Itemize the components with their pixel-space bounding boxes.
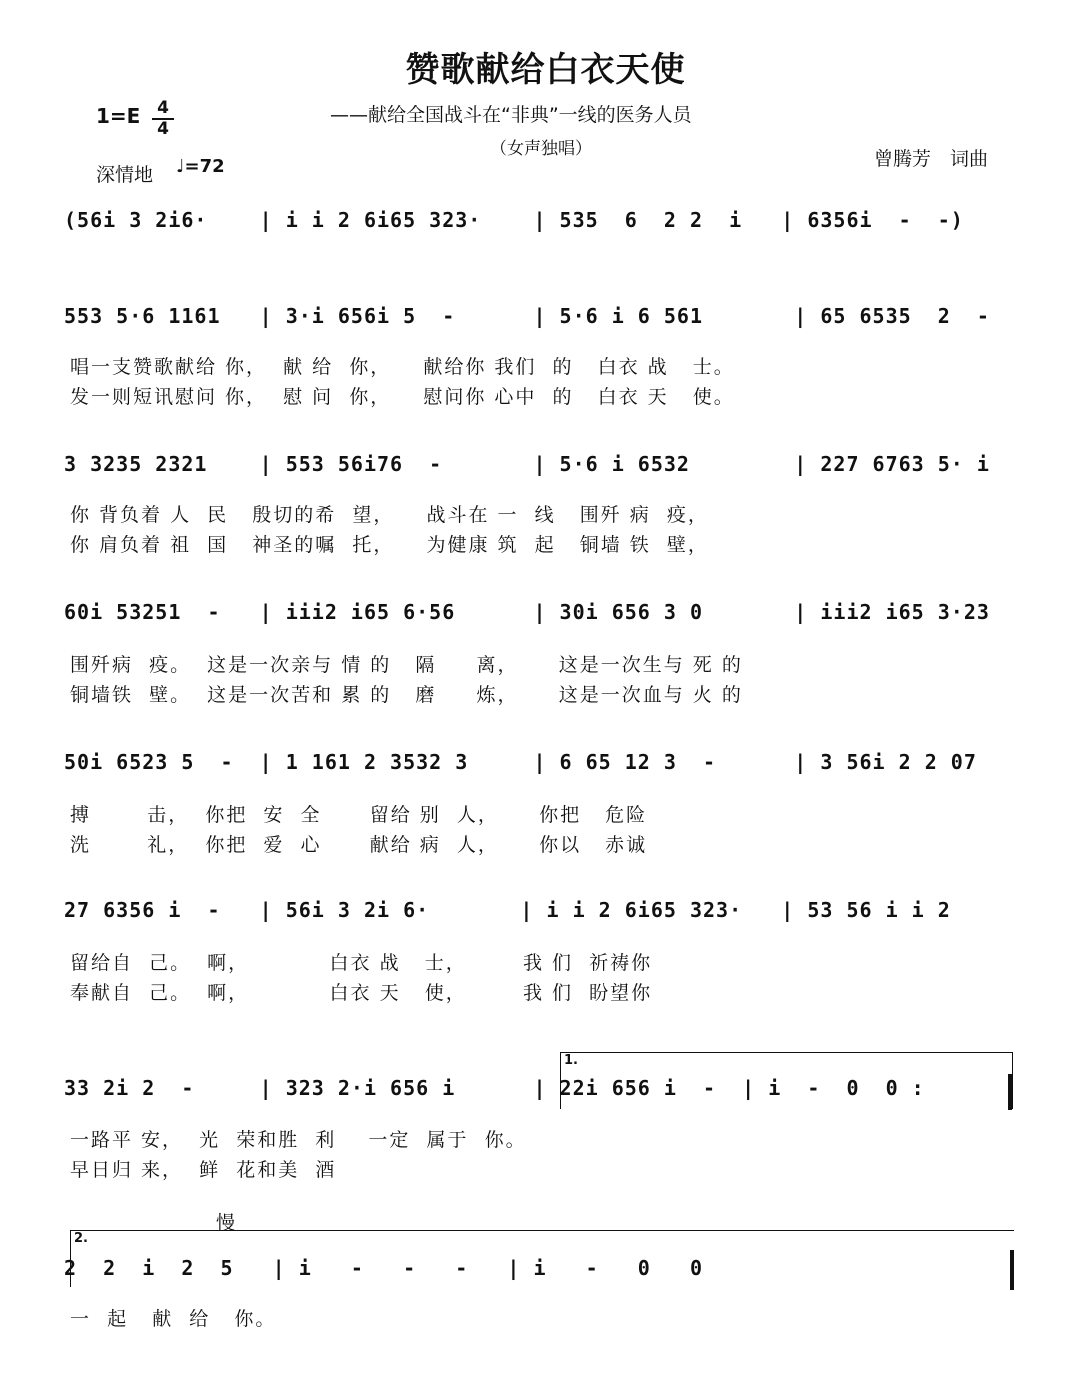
lyric-line-verse-1: 搏 击， 你把 安 全 留给 别 人， 你把 危险	[70, 804, 648, 826]
notation-line: 3 3235 2321 | 553 56i76 - | 5·6 i 6532 | 227 6763 5· i	[64, 452, 990, 476]
tempo-change-mark: 慢	[216, 1212, 236, 1234]
second-ending-bracket: 2.	[70, 1230, 1014, 1287]
lyric-line-verse-2: 发一则短讯慰问 你， 慰 问 你， 慰问你 心中 的 白衣 天 使。	[70, 386, 735, 408]
notation-line: (56i 3 2i6· | i i 2 6i65 323· | 535 6 2 2 i | 6356i - -)	[64, 208, 964, 232]
lyric-line-verse-1: 唱一支赞歌献给 你， 献 给 你， 献给你 我们 的 白衣 战 士。	[70, 356, 735, 378]
voice-type: （女声独唱）	[490, 139, 592, 159]
lyric-line-verse-2: 你 肩负着 祖 国 神圣的嘱 托， 为健康 筑 起 铜墙 铁 壁，	[70, 534, 709, 556]
lyric-line-verse-1: 你 背负着 人 民 殷切的希 望， 战斗在 一 线 围歼 病 疫，	[70, 504, 709, 526]
lyric-line-verse-1: 一路平 安， 光 荣和胜 利 一定 属于 你。	[70, 1129, 527, 1151]
repeat-barline	[1008, 1074, 1012, 1110]
lyric-line-verse-2: 铜墙铁 壁。 这是一次苦和 累 的 磨 炼， 这是一次血与 火 的	[70, 684, 743, 706]
lyric-line-verse-1: 留给自 己。 啊， 白衣 战 士， 我 们 祈祷你	[70, 952, 653, 974]
notation-line: 27 6356 i - | 56i 3 2i 6· | i i 2 6i65 323· | 53 56 i i 2	[64, 898, 951, 922]
key-signature: 1=E	[96, 104, 141, 128]
composer-credit: 曾腾芳 词曲	[874, 148, 989, 170]
time-top: 4	[157, 98, 169, 118]
song-subtitle: ——献给全国战斗在“非典”一线的医务人员	[330, 104, 692, 126]
lyric-line-verse-2: 早日归 来， 鲜 花和美 酒	[70, 1159, 337, 1181]
notation-line: 60i 53251 - | iii2 i65 6·56 | 30i 656 3 0 | iii2 i65 3·23	[64, 600, 990, 624]
lyric-line-verse-1: 围歼病 疫。 这是一次亲与 情 的 隔 离， 这是一次生与 死 的	[70, 654, 743, 676]
final-barline	[1010, 1250, 1014, 1290]
notation-line: 553 5·6 1161 | 3·i 656i 5 - | 5·6 i 6 561 | 65 6535 2 -	[64, 304, 990, 328]
notation-line: 50i 6523 5 - | 1 161 2 3532 3 | 6 65 12 3 - | 3 56i 2 2 07	[64, 750, 977, 774]
notation-line: 2 2 i 2 5 | i - - - | i - 0 0	[64, 1256, 704, 1280]
lyric-line-verse-2: 奉献自 己。 啊， 白衣 天 使， 我 们 盼望你	[70, 982, 653, 1004]
time-bottom: 4	[157, 119, 169, 139]
notation-line: 33 2i 2 - | 323 2·i 656 i | 22i 656 i - | i - 0 0 :	[64, 1076, 925, 1100]
first-ending-bracket: 1.	[560, 1052, 1013, 1109]
expression-mark: 深情地	[96, 164, 154, 186]
tempo-mark: ♩=72	[176, 156, 225, 177]
time-signature	[152, 100, 174, 138]
lyric-line-verse-1: 一 起 献 给 你。	[70, 1308, 277, 1330]
song-title: 赞歌献给白衣天使	[405, 50, 686, 90]
lyric-line-verse-2: 洗 礼， 你把 爱 心 献给 病 人， 你以 赤诚	[70, 834, 648, 856]
